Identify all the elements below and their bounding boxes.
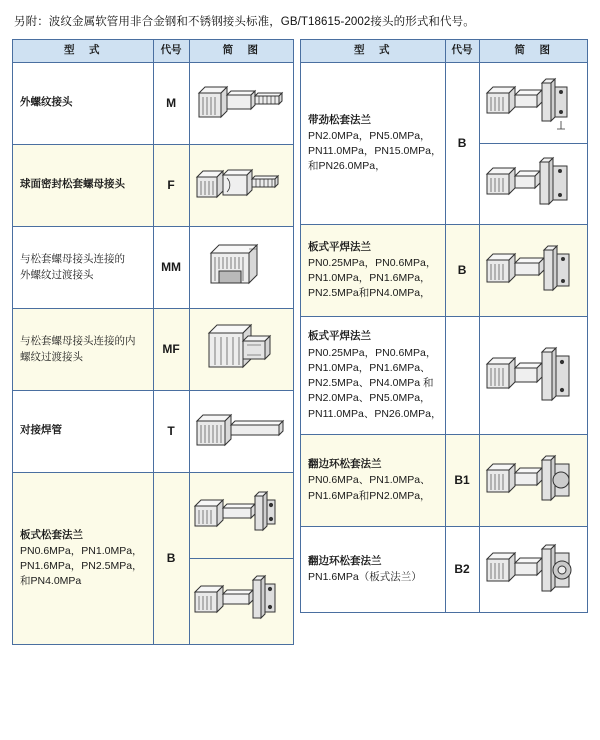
figure-cell: [189, 473, 293, 645]
threaded-connector-figure: [190, 71, 293, 137]
right-table-header-row: [301, 40, 588, 63]
figure-cell: [479, 435, 587, 527]
ribbed-loose-flange-figure-2: [480, 148, 587, 220]
type-line: 和PN4.0MPa: [20, 575, 82, 588]
type-title: 翻边环松套法兰: [308, 554, 382, 567]
type-title: 对接焊管: [20, 424, 62, 437]
table-row: [13, 145, 294, 227]
plate-flat-weld-flange-figure: [480, 232, 587, 310]
type-cell: [13, 63, 154, 145]
type-cell: [13, 473, 154, 645]
code-cell: B: [445, 225, 479, 317]
type-line: PN2.0MPa、PN5.0MPa，: [308, 392, 431, 405]
figure-cell: [479, 144, 587, 225]
header-figure: 简 图: [189, 40, 293, 63]
type-line: PN0.25MPa，PN0.6MPa，: [308, 346, 437, 359]
code-cell: M: [153, 63, 189, 145]
code-cell: MF: [153, 309, 189, 391]
lap-joint-flange-figure: [480, 442, 587, 520]
tables-container: [12, 39, 588, 645]
type-title: 与松套螺母接头连接的内: [20, 335, 136, 348]
type-title: 外螺纹接头: [20, 96, 73, 109]
code-cell: B: [445, 63, 479, 225]
figure-cell: [479, 527, 587, 613]
header-type: 型 式: [13, 40, 154, 63]
type-line: 外螺纹过渡接头: [20, 268, 94, 281]
type-cell: [301, 435, 446, 527]
type-title: 板式平焊法兰: [308, 240, 371, 253]
header-code: 代号: [153, 40, 189, 63]
lap-joint-flange-plate-figure: [480, 533, 587, 607]
type-cell: [301, 317, 446, 435]
type-title: 球面密封松套螺母接头: [20, 178, 125, 191]
table-row: [13, 63, 294, 145]
type-cell: [13, 227, 154, 309]
plate-loose-flange-figure: [190, 473, 293, 559]
page-caption: 另附：波纹金属软管用非合金钢和不锈钢接头标准，GB/T18615-2002接头的形式和代号。: [14, 16, 475, 28]
type-line: PN11.0MPa，PN15.0MPa，: [308, 145, 442, 158]
type-cell: [301, 527, 446, 613]
header-type: 型 式: [301, 40, 446, 63]
code-cell: B1: [445, 435, 479, 527]
table-row: [13, 309, 294, 391]
type-line: PN2.0MPa，PN5.0MPa，: [308, 129, 431, 142]
header-figure: 简 图: [479, 40, 587, 63]
code-cell: B: [153, 473, 189, 645]
type-line: PN1.0MPa，PN1.6MPa、: [308, 361, 431, 374]
butt-weld-pipe-figure: [190, 399, 293, 465]
male-thread-adapter-figure: [190, 235, 293, 301]
code-cell: MM: [153, 227, 189, 309]
plate-loose-flange-figure-2: [190, 559, 293, 644]
table-row: [13, 473, 294, 645]
figure-cell: [479, 225, 587, 317]
figure-cell: [189, 309, 293, 391]
table-row: [301, 527, 588, 613]
figure-cell: [189, 391, 293, 473]
type-line: PN0.6MPa，PN1.0MPa，: [20, 544, 143, 557]
type-title: 带劲松套法兰: [308, 113, 371, 126]
type-line: PN0.25MPa，PN0.6MPa，: [308, 256, 437, 269]
figure-cell: [189, 145, 293, 227]
right-table: [300, 39, 588, 613]
code-cell: [445, 317, 479, 435]
type-line: PN1.0MPa，PN1.6MPa，: [308, 272, 431, 285]
type-cell: [13, 391, 154, 473]
code-cell: B2: [445, 527, 479, 613]
ribbed-loose-flange-figure: [480, 67, 587, 139]
type-line: PN2.5MPa和PN4.0MPa，: [308, 287, 431, 300]
table-row: [301, 317, 588, 435]
type-title: 与松套螺母接头连接的: [20, 253, 125, 266]
left-table: [12, 39, 294, 645]
plate-flat-weld-flange-2-figure: [480, 326, 587, 426]
type-cell: [13, 145, 154, 227]
type-cell: [13, 309, 154, 391]
header-code: 代号: [445, 40, 479, 63]
code-cell: F: [153, 145, 189, 227]
table-row: [301, 435, 588, 527]
female-thread-adapter-figure: [190, 317, 293, 383]
type-line: 和PN26.0MPa，: [308, 160, 386, 173]
type-line: PN0.6MPa、PN1.0MPa、: [308, 474, 431, 487]
table-row: [301, 63, 588, 144]
table-row: [301, 225, 588, 317]
type-line: PN1.6MPa，PN2.5MPa，: [20, 560, 143, 573]
table-row: [13, 391, 294, 473]
type-line: PN1.6MPa（板式法兰）: [308, 571, 422, 584]
type-title: 翻边环松套法兰: [308, 458, 382, 471]
type-cell: [301, 225, 446, 317]
code-cell: T: [153, 391, 189, 473]
type-line: PN2.5MPa、PN4.0MPa 和: [308, 377, 434, 390]
left-table-header-row: [13, 40, 294, 63]
type-line: PN1.6MPa和PN2.0MPa，: [308, 489, 431, 502]
type-line: PN11.0MPa、PN26.0MPa，: [308, 407, 442, 420]
type-title: 板式松套法兰: [20, 528, 83, 541]
type-line: 螺纹过渡接头: [20, 350, 83, 363]
table-row: [13, 227, 294, 309]
type-title: 板式平焊法兰: [308, 330, 371, 343]
figure-cell: [189, 63, 293, 145]
figure-cell: [189, 227, 293, 309]
figure-cell: [479, 317, 587, 435]
figure-cell: [479, 63, 587, 144]
type-cell: [301, 63, 446, 225]
spherical-seal-union-nut-figure: [190, 153, 293, 219]
